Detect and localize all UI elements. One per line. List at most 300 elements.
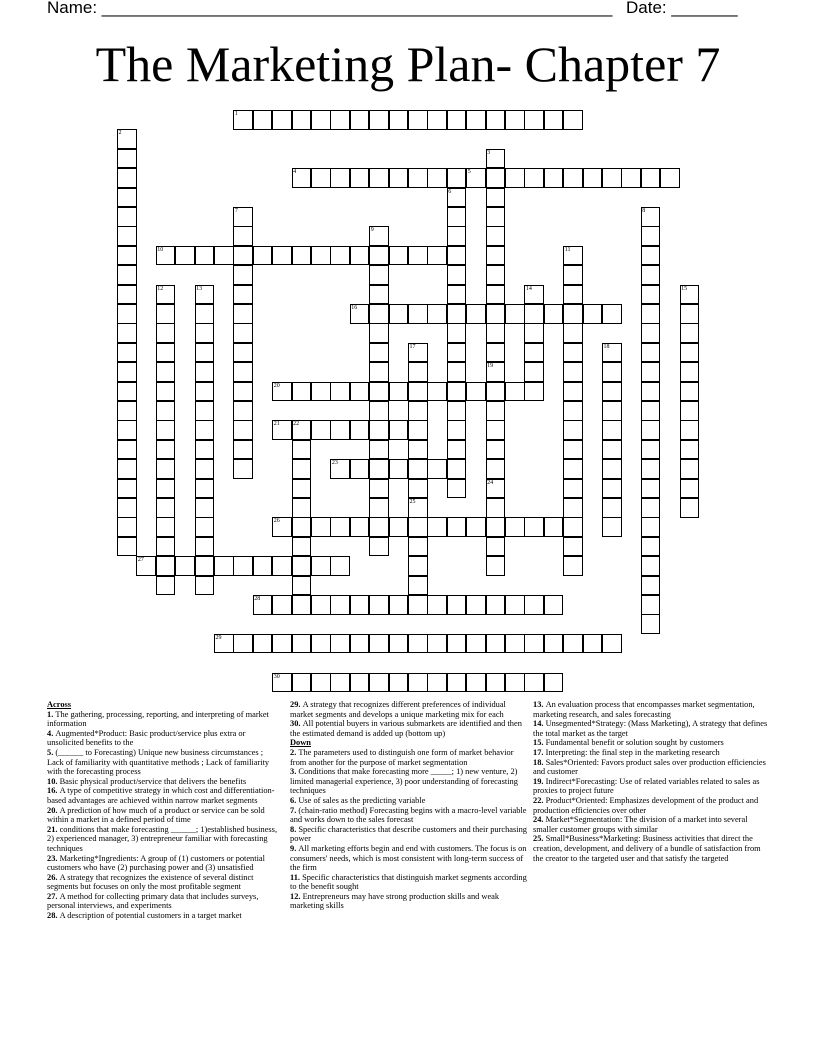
crossword-cell[interactable] (602, 440, 622, 460)
crossword-cell[interactable] (350, 673, 370, 693)
crossword-cell[interactable] (369, 285, 389, 305)
crossword-cell[interactable] (641, 537, 661, 557)
crossword-cell[interactable] (641, 498, 661, 518)
crossword-cell[interactable] (292, 110, 312, 130)
crossword-cell[interactable] (233, 323, 253, 343)
crossword-cell[interactable] (602, 634, 622, 654)
crossword-cell[interactable] (680, 498, 700, 518)
crossword-cell[interactable] (486, 440, 506, 460)
crossword-cell[interactable] (544, 634, 564, 654)
crossword-cell[interactable] (292, 420, 312, 440)
crossword-cell[interactable] (563, 440, 583, 460)
crossword-cell[interactable] (117, 207, 137, 227)
crossword-cell[interactable] (505, 168, 525, 188)
crossword-cell[interactable] (563, 420, 583, 440)
crossword-cell[interactable] (602, 343, 622, 363)
crossword-cell[interactable] (272, 634, 292, 654)
crossword-cell[interactable] (466, 110, 486, 130)
crossword-cell[interactable] (641, 168, 661, 188)
crossword-cell[interactable] (641, 362, 661, 382)
crossword-cell[interactable] (272, 595, 292, 615)
crossword-cell[interactable] (330, 517, 350, 537)
crossword-cell[interactable] (602, 362, 622, 382)
crossword-cell[interactable] (350, 110, 370, 130)
crossword-cell[interactable] (156, 537, 176, 557)
crossword-cell[interactable] (680, 285, 700, 305)
crossword-cell[interactable] (602, 304, 622, 324)
crossword-cell[interactable] (524, 323, 544, 343)
crossword-cell[interactable] (447, 323, 467, 343)
crossword-cell[interactable] (117, 149, 137, 169)
crossword-cell[interactable] (156, 382, 176, 402)
crossword-cell[interactable] (311, 556, 331, 576)
crossword-cell[interactable] (447, 634, 467, 654)
crossword-cell[interactable] (350, 459, 370, 479)
crossword-cell[interactable] (427, 595, 447, 615)
crossword-cell[interactable] (389, 634, 409, 654)
crossword-cell[interactable] (408, 537, 428, 557)
crossword-cell[interactable] (544, 304, 564, 324)
crossword-cell[interactable] (233, 440, 253, 460)
crossword-cell[interactable] (369, 459, 389, 479)
crossword-cell[interactable] (330, 595, 350, 615)
crossword-cell[interactable] (447, 343, 467, 363)
crossword-cell[interactable] (272, 556, 292, 576)
crossword-cell[interactable] (486, 265, 506, 285)
crossword-cell[interactable] (408, 168, 428, 188)
crossword-cell[interactable] (369, 382, 389, 402)
crossword-cell[interactable] (233, 634, 253, 654)
crossword-cell[interactable] (117, 343, 137, 363)
crossword-cell[interactable] (195, 459, 215, 479)
crossword-cell[interactable] (156, 401, 176, 421)
crossword-cell[interactable] (466, 673, 486, 693)
crossword-cell[interactable] (408, 440, 428, 460)
crossword-cell[interactable] (233, 343, 253, 363)
crossword-cell[interactable] (389, 673, 409, 693)
crossword-cell[interactable] (408, 576, 428, 596)
crossword-cell[interactable] (117, 440, 137, 460)
crossword-cell[interactable] (272, 420, 292, 440)
crossword-cell[interactable] (195, 498, 215, 518)
crossword-cell[interactable] (369, 265, 389, 285)
crossword-cell[interactable] (505, 304, 525, 324)
crossword-cell[interactable] (117, 304, 137, 324)
crossword-cell[interactable] (486, 517, 506, 537)
crossword-cell[interactable] (505, 634, 525, 654)
crossword-cell[interactable] (389, 382, 409, 402)
crossword-cell[interactable] (486, 382, 506, 402)
crossword-cell[interactable] (486, 498, 506, 518)
crossword-cell[interactable] (350, 168, 370, 188)
crossword-cell[interactable] (195, 576, 215, 596)
crossword-cell[interactable] (408, 498, 428, 518)
crossword-cell[interactable] (292, 517, 312, 537)
crossword-cell[interactable] (447, 362, 467, 382)
crossword-cell[interactable] (427, 168, 447, 188)
crossword-cell[interactable] (389, 517, 409, 537)
crossword-cell[interactable] (486, 401, 506, 421)
crossword-cell[interactable] (311, 517, 331, 537)
crossword-cell[interactable] (369, 323, 389, 343)
crossword-cell[interactable] (350, 634, 370, 654)
crossword-cell[interactable] (602, 168, 622, 188)
crossword-cell[interactable] (505, 110, 525, 130)
crossword-cell[interactable] (641, 285, 661, 305)
crossword-cell[interactable] (253, 634, 273, 654)
crossword-cell[interactable] (292, 634, 312, 654)
crossword-cell[interactable] (156, 285, 176, 305)
crossword-cell[interactable] (408, 517, 428, 537)
crossword-cell[interactable] (156, 479, 176, 499)
crossword-cell[interactable] (195, 323, 215, 343)
crossword-cell[interactable] (505, 517, 525, 537)
crossword-cell[interactable] (680, 401, 700, 421)
crossword-cell[interactable] (350, 517, 370, 537)
crossword-cell[interactable] (117, 498, 137, 518)
crossword-cell[interactable] (408, 304, 428, 324)
crossword-cell[interactable] (369, 343, 389, 363)
crossword-cell[interactable] (563, 343, 583, 363)
crossword-cell[interactable] (389, 459, 409, 479)
crossword-cell[interactable] (524, 673, 544, 693)
crossword-cell[interactable] (466, 634, 486, 654)
crossword-cell[interactable] (369, 498, 389, 518)
crossword-cell[interactable] (175, 556, 195, 576)
crossword-cell[interactable] (156, 362, 176, 382)
crossword-cell[interactable] (156, 440, 176, 460)
crossword-cell[interactable] (486, 459, 506, 479)
crossword-cell[interactable] (369, 595, 389, 615)
crossword-cell[interactable] (486, 556, 506, 576)
crossword-cell[interactable] (117, 382, 137, 402)
crossword-cell[interactable] (544, 168, 564, 188)
crossword-cell[interactable] (641, 343, 661, 363)
crossword-cell[interactable] (369, 673, 389, 693)
crossword-cell[interactable] (311, 168, 331, 188)
crossword-cell[interactable] (311, 382, 331, 402)
crossword-cell[interactable] (233, 246, 253, 266)
crossword-cell[interactable] (369, 537, 389, 557)
crossword-cell[interactable] (272, 246, 292, 266)
crossword-cell[interactable] (292, 498, 312, 518)
crossword-cell[interactable] (466, 168, 486, 188)
crossword-cell[interactable] (233, 265, 253, 285)
crossword-cell[interactable] (233, 226, 253, 246)
crossword-cell[interactable] (660, 168, 680, 188)
crossword-cell[interactable] (680, 382, 700, 402)
crossword-cell[interactable] (486, 207, 506, 227)
crossword-cell[interactable] (408, 401, 428, 421)
crossword-cell[interactable] (330, 420, 350, 440)
crossword-cell[interactable] (195, 556, 215, 576)
crossword-cell[interactable] (389, 595, 409, 615)
crossword-cell[interactable] (253, 246, 273, 266)
crossword-cell[interactable] (195, 382, 215, 402)
crossword-cell[interactable] (447, 401, 467, 421)
crossword-cell[interactable] (641, 595, 661, 615)
crossword-cell[interactable] (156, 323, 176, 343)
crossword-cell[interactable] (311, 420, 331, 440)
crossword-cell[interactable] (233, 362, 253, 382)
crossword-cell[interactable] (641, 265, 661, 285)
crossword-cell[interactable] (563, 459, 583, 479)
crossword-cell[interactable] (524, 168, 544, 188)
crossword-cell[interactable] (408, 343, 428, 363)
crossword-cell[interactable] (563, 110, 583, 130)
crossword-cell[interactable] (641, 479, 661, 499)
crossword-cell[interactable] (680, 479, 700, 499)
crossword-cell[interactable] (680, 323, 700, 343)
crossword-cell[interactable] (641, 420, 661, 440)
crossword-cell[interactable] (563, 537, 583, 557)
crossword-cell[interactable] (350, 304, 370, 324)
crossword-cell[interactable] (563, 401, 583, 421)
crossword-cell[interactable] (486, 479, 506, 499)
crossword-cell[interactable] (272, 517, 292, 537)
crossword-cell[interactable] (641, 517, 661, 537)
crossword-cell[interactable] (369, 401, 389, 421)
crossword-cell[interactable] (117, 537, 137, 557)
crossword-cell[interactable] (524, 634, 544, 654)
crossword-cell[interactable] (214, 556, 234, 576)
crossword-cell[interactable] (427, 459, 447, 479)
crossword-cell[interactable] (195, 285, 215, 305)
crossword-cell[interactable] (583, 634, 603, 654)
crossword-cell[interactable] (156, 246, 176, 266)
crossword-cell[interactable] (641, 401, 661, 421)
crossword-cell[interactable] (447, 304, 467, 324)
crossword-cell[interactable] (447, 479, 467, 499)
crossword-cell[interactable] (408, 246, 428, 266)
crossword-cell[interactable] (156, 343, 176, 363)
crossword-cell[interactable] (486, 285, 506, 305)
crossword-cell[interactable] (330, 382, 350, 402)
crossword-cell[interactable] (602, 420, 622, 440)
crossword-cell[interactable] (408, 362, 428, 382)
crossword-cell[interactable] (447, 226, 467, 246)
crossword-cell[interactable] (563, 246, 583, 266)
crossword-cell[interactable] (292, 537, 312, 557)
crossword-cell[interactable] (602, 498, 622, 518)
crossword-cell[interactable] (311, 673, 331, 693)
crossword-cell[interactable] (233, 420, 253, 440)
crossword-cell[interactable] (447, 595, 467, 615)
crossword-cell[interactable] (408, 420, 428, 440)
crossword-cell[interactable] (117, 517, 137, 537)
crossword-cell[interactable] (486, 323, 506, 343)
crossword-cell[interactable] (447, 265, 467, 285)
crossword-cell[interactable] (680, 420, 700, 440)
crossword-cell[interactable] (389, 304, 409, 324)
crossword-cell[interactable] (369, 634, 389, 654)
crossword-cell[interactable] (292, 576, 312, 596)
crossword-cell[interactable] (253, 556, 273, 576)
crossword-cell[interactable] (233, 556, 253, 576)
crossword-cell[interactable] (563, 285, 583, 305)
crossword-cell[interactable] (408, 110, 428, 130)
crossword-cell[interactable] (427, 110, 447, 130)
crossword-cell[interactable] (136, 556, 156, 576)
crossword-cell[interactable] (466, 382, 486, 402)
crossword-cell[interactable] (330, 168, 350, 188)
crossword-cell[interactable] (466, 304, 486, 324)
crossword-cell[interactable] (447, 207, 467, 227)
crossword-cell[interactable] (369, 246, 389, 266)
crossword-cell[interactable] (583, 304, 603, 324)
crossword-cell[interactable] (369, 517, 389, 537)
crossword-cell[interactable] (389, 246, 409, 266)
crossword-cell[interactable] (214, 246, 234, 266)
crossword-cell[interactable] (117, 459, 137, 479)
crossword-cell[interactable] (117, 246, 137, 266)
crossword-cell[interactable] (563, 362, 583, 382)
crossword-cell[interactable] (563, 323, 583, 343)
crossword-cell[interactable] (486, 362, 506, 382)
crossword-cell[interactable] (292, 556, 312, 576)
crossword-cell[interactable] (117, 479, 137, 499)
crossword-cell[interactable] (117, 129, 137, 149)
crossword-cell[interactable] (156, 420, 176, 440)
crossword-cell[interactable] (544, 673, 564, 693)
crossword-cell[interactable] (233, 304, 253, 324)
crossword-cell[interactable] (195, 343, 215, 363)
crossword-cell[interactable] (350, 382, 370, 402)
crossword-cell[interactable] (369, 304, 389, 324)
crossword-cell[interactable] (292, 459, 312, 479)
crossword-cell[interactable] (233, 285, 253, 305)
crossword-cell[interactable] (292, 479, 312, 499)
crossword-cell[interactable] (680, 343, 700, 363)
crossword-cell[interactable] (369, 440, 389, 460)
crossword-cell[interactable] (641, 382, 661, 402)
crossword-cell[interactable] (195, 246, 215, 266)
crossword-cell[interactable] (641, 323, 661, 343)
crossword-cell[interactable] (195, 537, 215, 557)
crossword-cell[interactable] (292, 595, 312, 615)
crossword-cell[interactable] (447, 110, 467, 130)
crossword-cell[interactable] (427, 517, 447, 537)
crossword-cell[interactable] (389, 110, 409, 130)
crossword-cell[interactable] (544, 595, 564, 615)
crossword-cell[interactable] (641, 226, 661, 246)
crossword-cell[interactable] (524, 304, 544, 324)
crossword-cell[interactable] (311, 110, 331, 130)
crossword-cell[interactable] (156, 556, 176, 576)
crossword-cell[interactable] (389, 168, 409, 188)
crossword-cell[interactable] (292, 246, 312, 266)
crossword-cell[interactable] (486, 420, 506, 440)
crossword-cell[interactable] (563, 634, 583, 654)
crossword-cell[interactable] (156, 576, 176, 596)
crossword-cell[interactable] (563, 304, 583, 324)
crossword-cell[interactable] (447, 517, 467, 537)
crossword-cell[interactable] (408, 673, 428, 693)
crossword-cell[interactable] (330, 556, 350, 576)
crossword-cell[interactable] (602, 401, 622, 421)
crossword-cell[interactable] (330, 246, 350, 266)
crossword-cell[interactable] (641, 246, 661, 266)
crossword-cell[interactable] (233, 207, 253, 227)
crossword-cell[interactable] (505, 673, 525, 693)
crossword-cell[interactable] (408, 556, 428, 576)
crossword-cell[interactable] (563, 479, 583, 499)
crossword-cell[interactable] (427, 304, 447, 324)
crossword-cell[interactable] (447, 382, 467, 402)
crossword-cell[interactable] (447, 440, 467, 460)
crossword-cell[interactable] (117, 323, 137, 343)
crossword-cell[interactable] (272, 382, 292, 402)
crossword-cell[interactable] (524, 110, 544, 130)
crossword-cell[interactable] (447, 420, 467, 440)
crossword-cell[interactable] (350, 420, 370, 440)
crossword-cell[interactable] (195, 362, 215, 382)
crossword-cell[interactable] (175, 246, 195, 266)
crossword-cell[interactable] (350, 246, 370, 266)
crossword-cell[interactable] (272, 110, 292, 130)
crossword-cell[interactable] (117, 362, 137, 382)
crossword-cell[interactable] (311, 634, 331, 654)
crossword-cell[interactable] (641, 440, 661, 460)
crossword-cell[interactable] (486, 343, 506, 363)
crossword-cell[interactable] (641, 459, 661, 479)
crossword-cell[interactable] (369, 479, 389, 499)
crossword-cell[interactable] (330, 673, 350, 693)
crossword-cell[interactable] (641, 207, 661, 227)
crossword-cell[interactable] (369, 168, 389, 188)
crossword-cell[interactable] (369, 110, 389, 130)
crossword-cell[interactable] (292, 168, 312, 188)
crossword-cell[interactable] (466, 517, 486, 537)
crossword-cell[interactable] (680, 459, 700, 479)
crossword-cell[interactable] (524, 362, 544, 382)
crossword-cell[interactable] (253, 595, 273, 615)
crossword-cell[interactable] (117, 168, 137, 188)
crossword-cell[interactable] (117, 265, 137, 285)
crossword-cell[interactable] (311, 246, 331, 266)
crossword-cell[interactable] (389, 420, 409, 440)
crossword-cell[interactable] (272, 673, 292, 693)
crossword-cell[interactable] (233, 459, 253, 479)
crossword-cell[interactable] (195, 517, 215, 537)
crossword-cell[interactable] (544, 517, 564, 537)
crossword-cell[interactable] (447, 459, 467, 479)
crossword-cell[interactable] (447, 285, 467, 305)
crossword-cell[interactable] (330, 459, 350, 479)
crossword-cell[interactable] (117, 401, 137, 421)
crossword-cell[interactable] (602, 517, 622, 537)
crossword-cell[interactable] (330, 634, 350, 654)
crossword-cell[interactable] (156, 498, 176, 518)
crossword-cell[interactable] (486, 110, 506, 130)
crossword-cell[interactable] (408, 382, 428, 402)
crossword-cell[interactable] (486, 595, 506, 615)
crossword-cell[interactable] (195, 304, 215, 324)
crossword-cell[interactable] (447, 246, 467, 266)
crossword-cell[interactable] (486, 226, 506, 246)
crossword-cell[interactable] (117, 420, 137, 440)
crossword-cell[interactable] (563, 168, 583, 188)
crossword-cell[interactable] (505, 382, 525, 402)
crossword-cell[interactable] (427, 634, 447, 654)
crossword-cell[interactable] (233, 401, 253, 421)
crossword-cell[interactable] (156, 517, 176, 537)
crossword-cell[interactable] (447, 188, 467, 208)
crossword-cell[interactable] (447, 168, 467, 188)
crossword-cell[interactable] (195, 401, 215, 421)
crossword-cell[interactable] (486, 246, 506, 266)
crossword-cell[interactable] (408, 634, 428, 654)
